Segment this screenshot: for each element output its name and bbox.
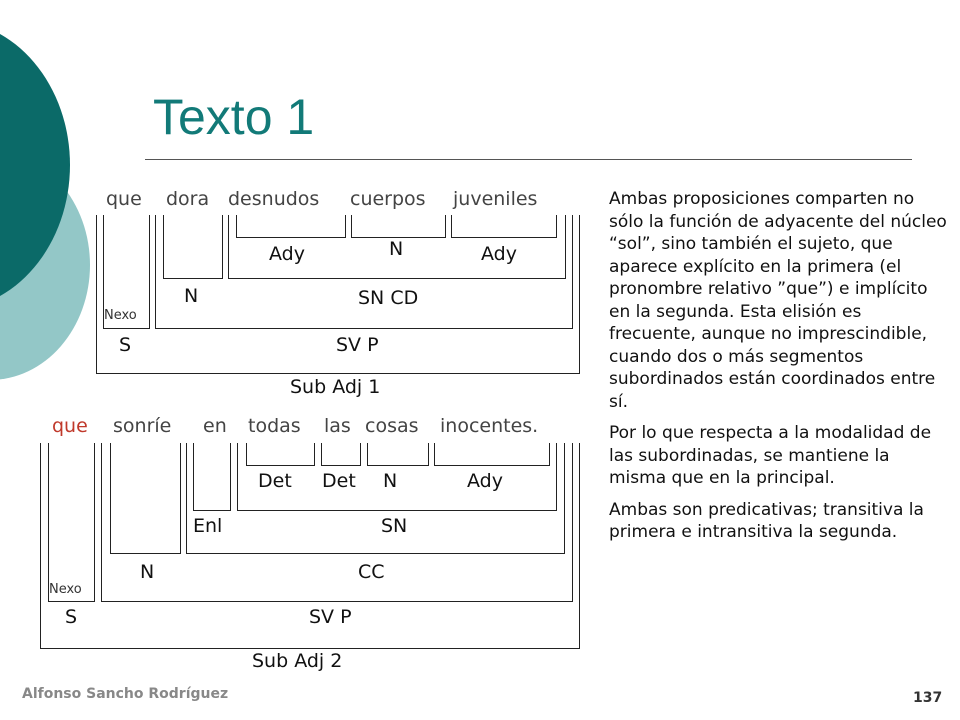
label-sn: SN [381, 515, 408, 537]
page-number: 137 [913, 690, 943, 706]
bracket-det-todas [246, 443, 315, 466]
label-enl: Enl [193, 515, 223, 537]
word-dora: dora [166, 188, 210, 210]
word-juveniles: juveniles [453, 188, 538, 210]
word-desnudos: desnudos [228, 188, 320, 210]
label-nexo-2: Nexo [49, 582, 82, 597]
word-todas: todas [248, 415, 301, 437]
label-nexo-1: Nexo [104, 308, 137, 323]
label-n-cosas: N [383, 470, 398, 492]
slide-title: Texto 1 [153, 89, 315, 145]
explanation-paragraph-2: Por lo que respecta a la modalidad de las subordinadas, se mantiene la misma que en la principal. [609, 423, 932, 488]
word-cosas: cosas [365, 415, 419, 437]
label-ady-1a: Ady [269, 243, 305, 265]
label-sn-cd: SN CD [358, 287, 419, 309]
label-ady-2: Ady [467, 470, 503, 492]
label-n-cuerpos: N [389, 238, 404, 260]
word-en: en [203, 415, 227, 437]
word-sonrie: sonríe [113, 415, 172, 437]
bracket-n-cuerpos [351, 215, 446, 238]
word-que-2: que [52, 415, 88, 437]
bracket-n-sonrie [110, 443, 181, 554]
label-ady-1b: Ady [481, 243, 517, 265]
label-sub-adj-1: Sub Adj 1 [290, 376, 381, 398]
bracket-ady-desnudos [236, 215, 346, 238]
label-det-2: Det [322, 470, 356, 492]
bracket-n-cosas [367, 443, 429, 466]
label-sv-p-2: SV P [309, 606, 352, 628]
title-underline [145, 159, 912, 160]
word-que: que [106, 188, 142, 210]
label-s-2: S [65, 606, 78, 628]
word-cuerpos: cuerpos [350, 188, 426, 210]
explanation-paragraph-3: Ambas son predicativas; transitiva la primera e intransitiva la segunda. [609, 499, 924, 542]
word-inocentes: inocentes. [440, 415, 539, 437]
label-sub-adj-2: Sub Adj 2 [252, 650, 343, 672]
bracket-det-las [321, 443, 361, 466]
label-sv-p-1: SV P [336, 334, 379, 356]
label-cc: CC [358, 561, 385, 583]
footer-author: Alfonso Sancho Rodríguez [22, 686, 229, 702]
label-n-sonrie: N [140, 561, 155, 583]
label-s-1: S [119, 334, 132, 356]
label-n-dora: N [184, 285, 199, 307]
bracket-ady-inocentes [434, 443, 550, 466]
bracket-enl [193, 443, 231, 511]
bracket-nexo-2 [48, 443, 95, 602]
explanation-text [609, 188, 949, 553]
label-det-1: Det [258, 470, 292, 492]
bracket-ady-juveniles [451, 215, 557, 238]
bracket-n-dora [163, 215, 223, 279]
explanation-paragraph-1: Ambas proposiciones comparten no sólo la función de adyacente del núcleo “sol”, sino también el sujeto, que aparece explícito en la primera (el pronombre relativo ”que”) e implícito en la segunda. Esta elisión es frecuente, aunque no imprescindible, cuando dos o más segmentos subordinados están coordinados entre sí. [609, 189, 947, 412]
word-las: las [324, 415, 351, 437]
